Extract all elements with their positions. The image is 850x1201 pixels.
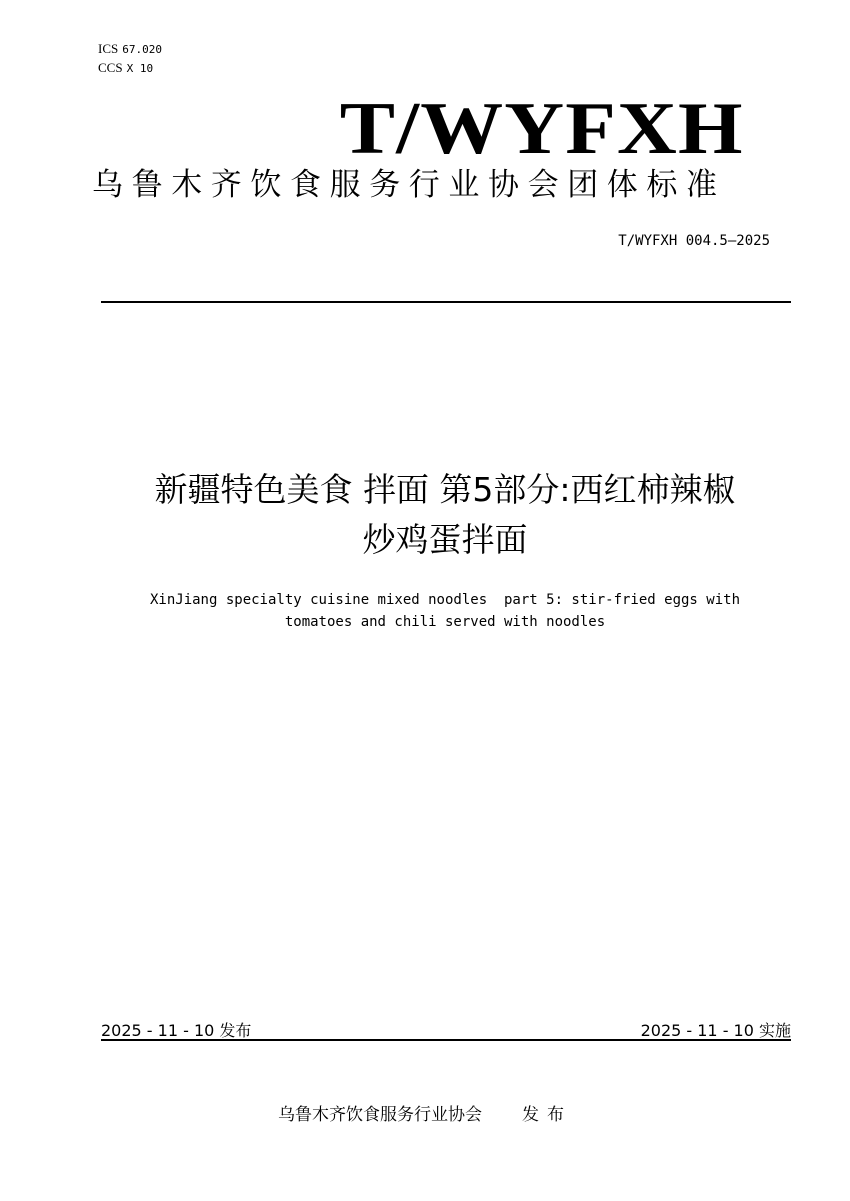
footer-divider bbox=[101, 1039, 791, 1041]
ics-label: ICS bbox=[98, 41, 119, 56]
publish-date: 2025 - 11 - 10 发布 bbox=[101, 1021, 252, 1040]
document-title-cn bbox=[60, 465, 830, 565]
ccs-label: CCS bbox=[98, 60, 123, 75]
organization-logo: T/WYFXH bbox=[340, 88, 744, 170]
standard-number: T/WYFXH 004.5—2025 bbox=[618, 233, 770, 249]
implement-date: 2025 - 11 - 10 实施 bbox=[640, 1021, 791, 1040]
ccs-value: X 10 bbox=[126, 62, 154, 75]
title-cn-line-1: 新疆特色美食 拌面 第5部分:西红柿辣椒 bbox=[154, 470, 736, 509]
header-divider bbox=[101, 301, 791, 303]
title-cn-line-2: 炒鸡蛋拌面 bbox=[362, 520, 528, 559]
organization-standard-title: 乌鲁木齐饮食服务行业协会团体标准 bbox=[92, 167, 726, 203]
publisher-org: 乌鲁木齐饮食服务行业协会 bbox=[278, 1105, 482, 1125]
publisher-action: 发布 bbox=[522, 1105, 572, 1125]
document-title-en bbox=[60, 589, 830, 633]
ics-code bbox=[98, 40, 162, 78]
title-en-line-1: XinJiang specialty cuisine mixed noodles part 5: stir-fried eggs with bbox=[149, 592, 740, 608]
ics-value: 67.020 bbox=[122, 43, 162, 56]
publisher-line bbox=[0, 1100, 850, 1125]
title-en-line-2: tomatoes and chili served with noodles bbox=[284, 614, 606, 630]
